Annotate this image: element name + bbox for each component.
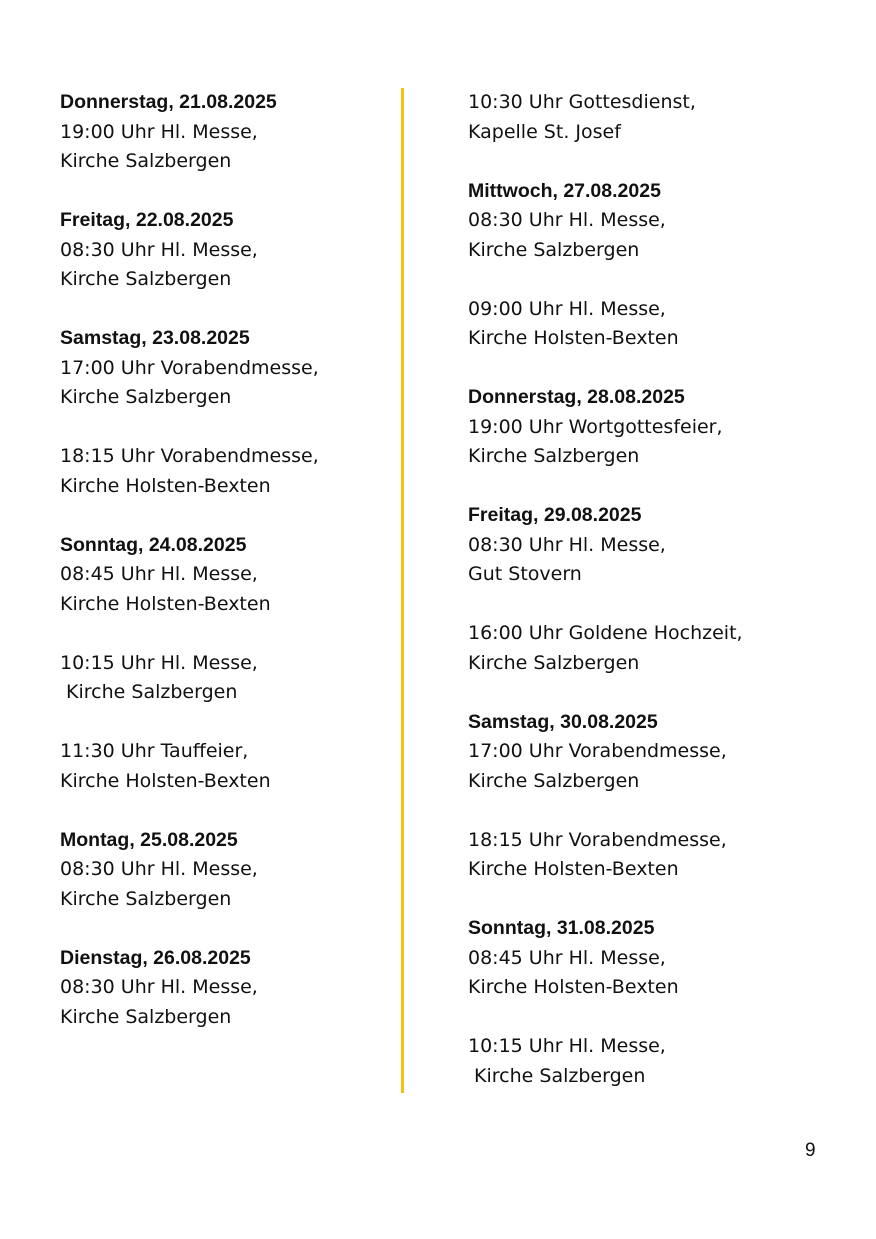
service-item (60, 354, 400, 413)
day-entry (60, 944, 400, 1033)
day-date: Freitag, 29.08.2025 (468, 504, 642, 526)
day-entry (60, 206, 400, 295)
service-item (468, 619, 808, 678)
service-place: Kirche Salzbergen (60, 887, 232, 910)
service-item (60, 855, 400, 914)
day-date: Sonntag, 24.08.2025 (60, 533, 247, 556)
left-column (60, 88, 400, 1062)
service-time: 08:30 Uhr Hl. Messe, (60, 238, 258, 261)
right-column (468, 88, 808, 1121)
service-time: 10:15 Uhr Hl. Messe, (60, 651, 258, 674)
service-item (60, 973, 400, 1032)
service-time: 18:15 Uhr Vorabendmesse, (60, 445, 319, 467)
service-item (468, 88, 808, 147)
service-place: Kirche Salzbergen (468, 1064, 646, 1087)
day-entry-continued (468, 88, 808, 147)
service-time: 17:00 Uhr Vorabendmesse, (468, 740, 727, 762)
service-place: Kirche Salzbergen (60, 681, 238, 703)
service-item (60, 649, 400, 708)
day-date: Sonntag, 31.08.2025 (468, 917, 655, 939)
service-place: Kirche Holsten-Bexten (468, 327, 679, 349)
day-entry (468, 914, 808, 1091)
service-time: 17:00 Uhr Vorabendmesse, (60, 356, 319, 379)
service-place: Kapelle St. Josef (468, 120, 621, 143)
day-date: Freitag, 22.08.2025 (60, 209, 234, 231)
service-time: 08:30 Uhr Hl. Messe, (468, 209, 666, 231)
column-divider (401, 88, 404, 1093)
service-time: 08:30 Uhr Hl. Messe, (468, 533, 666, 556)
service-place: Kirche Salzbergen (468, 238, 640, 261)
service-place: Gut Stovern (468, 563, 582, 585)
service-place: Kirche Salzbergen (60, 268, 232, 290)
service-item (60, 737, 400, 796)
service-time: 11:30 Uhr Tauffeier, (60, 740, 249, 762)
service-place: Kirche Holsten-Bexten (60, 592, 271, 615)
day-entry (468, 383, 808, 472)
day-entry (60, 826, 400, 915)
day-entry (468, 177, 808, 354)
service-item (468, 737, 808, 796)
service-item (60, 560, 400, 619)
service-time: 19:00 Uhr Wortgottesfeier, (468, 415, 723, 438)
service-time: 08:30 Uhr Hl. Messe, (60, 858, 258, 880)
service-item (468, 413, 808, 472)
service-place: Kirche Salzbergen (468, 769, 640, 792)
day-date: Mittwoch, 27.08.2025 (468, 179, 661, 202)
service-item (468, 826, 808, 885)
day-date: Donnerstag, 21.08.2025 (60, 91, 277, 113)
service-time: 08:45 Uhr Hl. Messe, (468, 946, 666, 969)
service-time: 16:00 Uhr Goldene Hochzeit, (468, 622, 743, 644)
service-item (60, 118, 400, 177)
service-time: 09:00 Uhr Hl. Messe, (468, 297, 666, 320)
service-time: 10:30 Uhr Gottesdienst, (468, 91, 696, 113)
service-time: 08:30 Uhr Hl. Messe, (60, 976, 258, 998)
day-date: Samstag, 30.08.2025 (468, 710, 658, 733)
service-place: Kirche Salzbergen (60, 386, 232, 408)
service-item (468, 531, 808, 590)
service-place: Kirche Holsten-Bexten (468, 976, 679, 998)
day-entry (468, 501, 808, 678)
service-place: Kirche Holsten-Bexten (60, 474, 271, 497)
day-entry (60, 88, 400, 177)
day-entry (468, 708, 808, 885)
service-place: Kirche Holsten-Bexten (60, 769, 271, 792)
service-item (468, 1032, 808, 1091)
day-date: Samstag, 23.08.2025 (60, 327, 250, 349)
service-place: Kirche Salzbergen (468, 445, 640, 467)
service-item (468, 944, 808, 1003)
service-time: 08:45 Uhr Hl. Messe, (60, 563, 258, 585)
day-date: Dienstag, 26.08.2025 (60, 946, 251, 969)
service-place: Kirche Holsten-Bexten (468, 858, 679, 880)
service-place: Kirche Salzbergen (60, 150, 232, 172)
day-entry (60, 531, 400, 797)
day-date: Montag, 25.08.2025 (60, 828, 238, 851)
service-time: 18:15 Uhr Vorabendmesse, (468, 828, 727, 851)
service-time: 19:00 Uhr Hl. Messe, (60, 120, 258, 143)
service-item (468, 295, 808, 354)
service-time: 10:15 Uhr Hl. Messe, (468, 1035, 666, 1057)
day-date: Donnerstag, 28.08.2025 (468, 386, 685, 408)
service-item (60, 442, 400, 501)
page-number: 9 (805, 1140, 816, 1161)
service-item (60, 236, 400, 295)
service-item (468, 206, 808, 265)
service-place: Kirche Salzbergen (468, 651, 640, 674)
service-place: Kirche Salzbergen (60, 1005, 232, 1028)
day-entry (60, 324, 400, 501)
